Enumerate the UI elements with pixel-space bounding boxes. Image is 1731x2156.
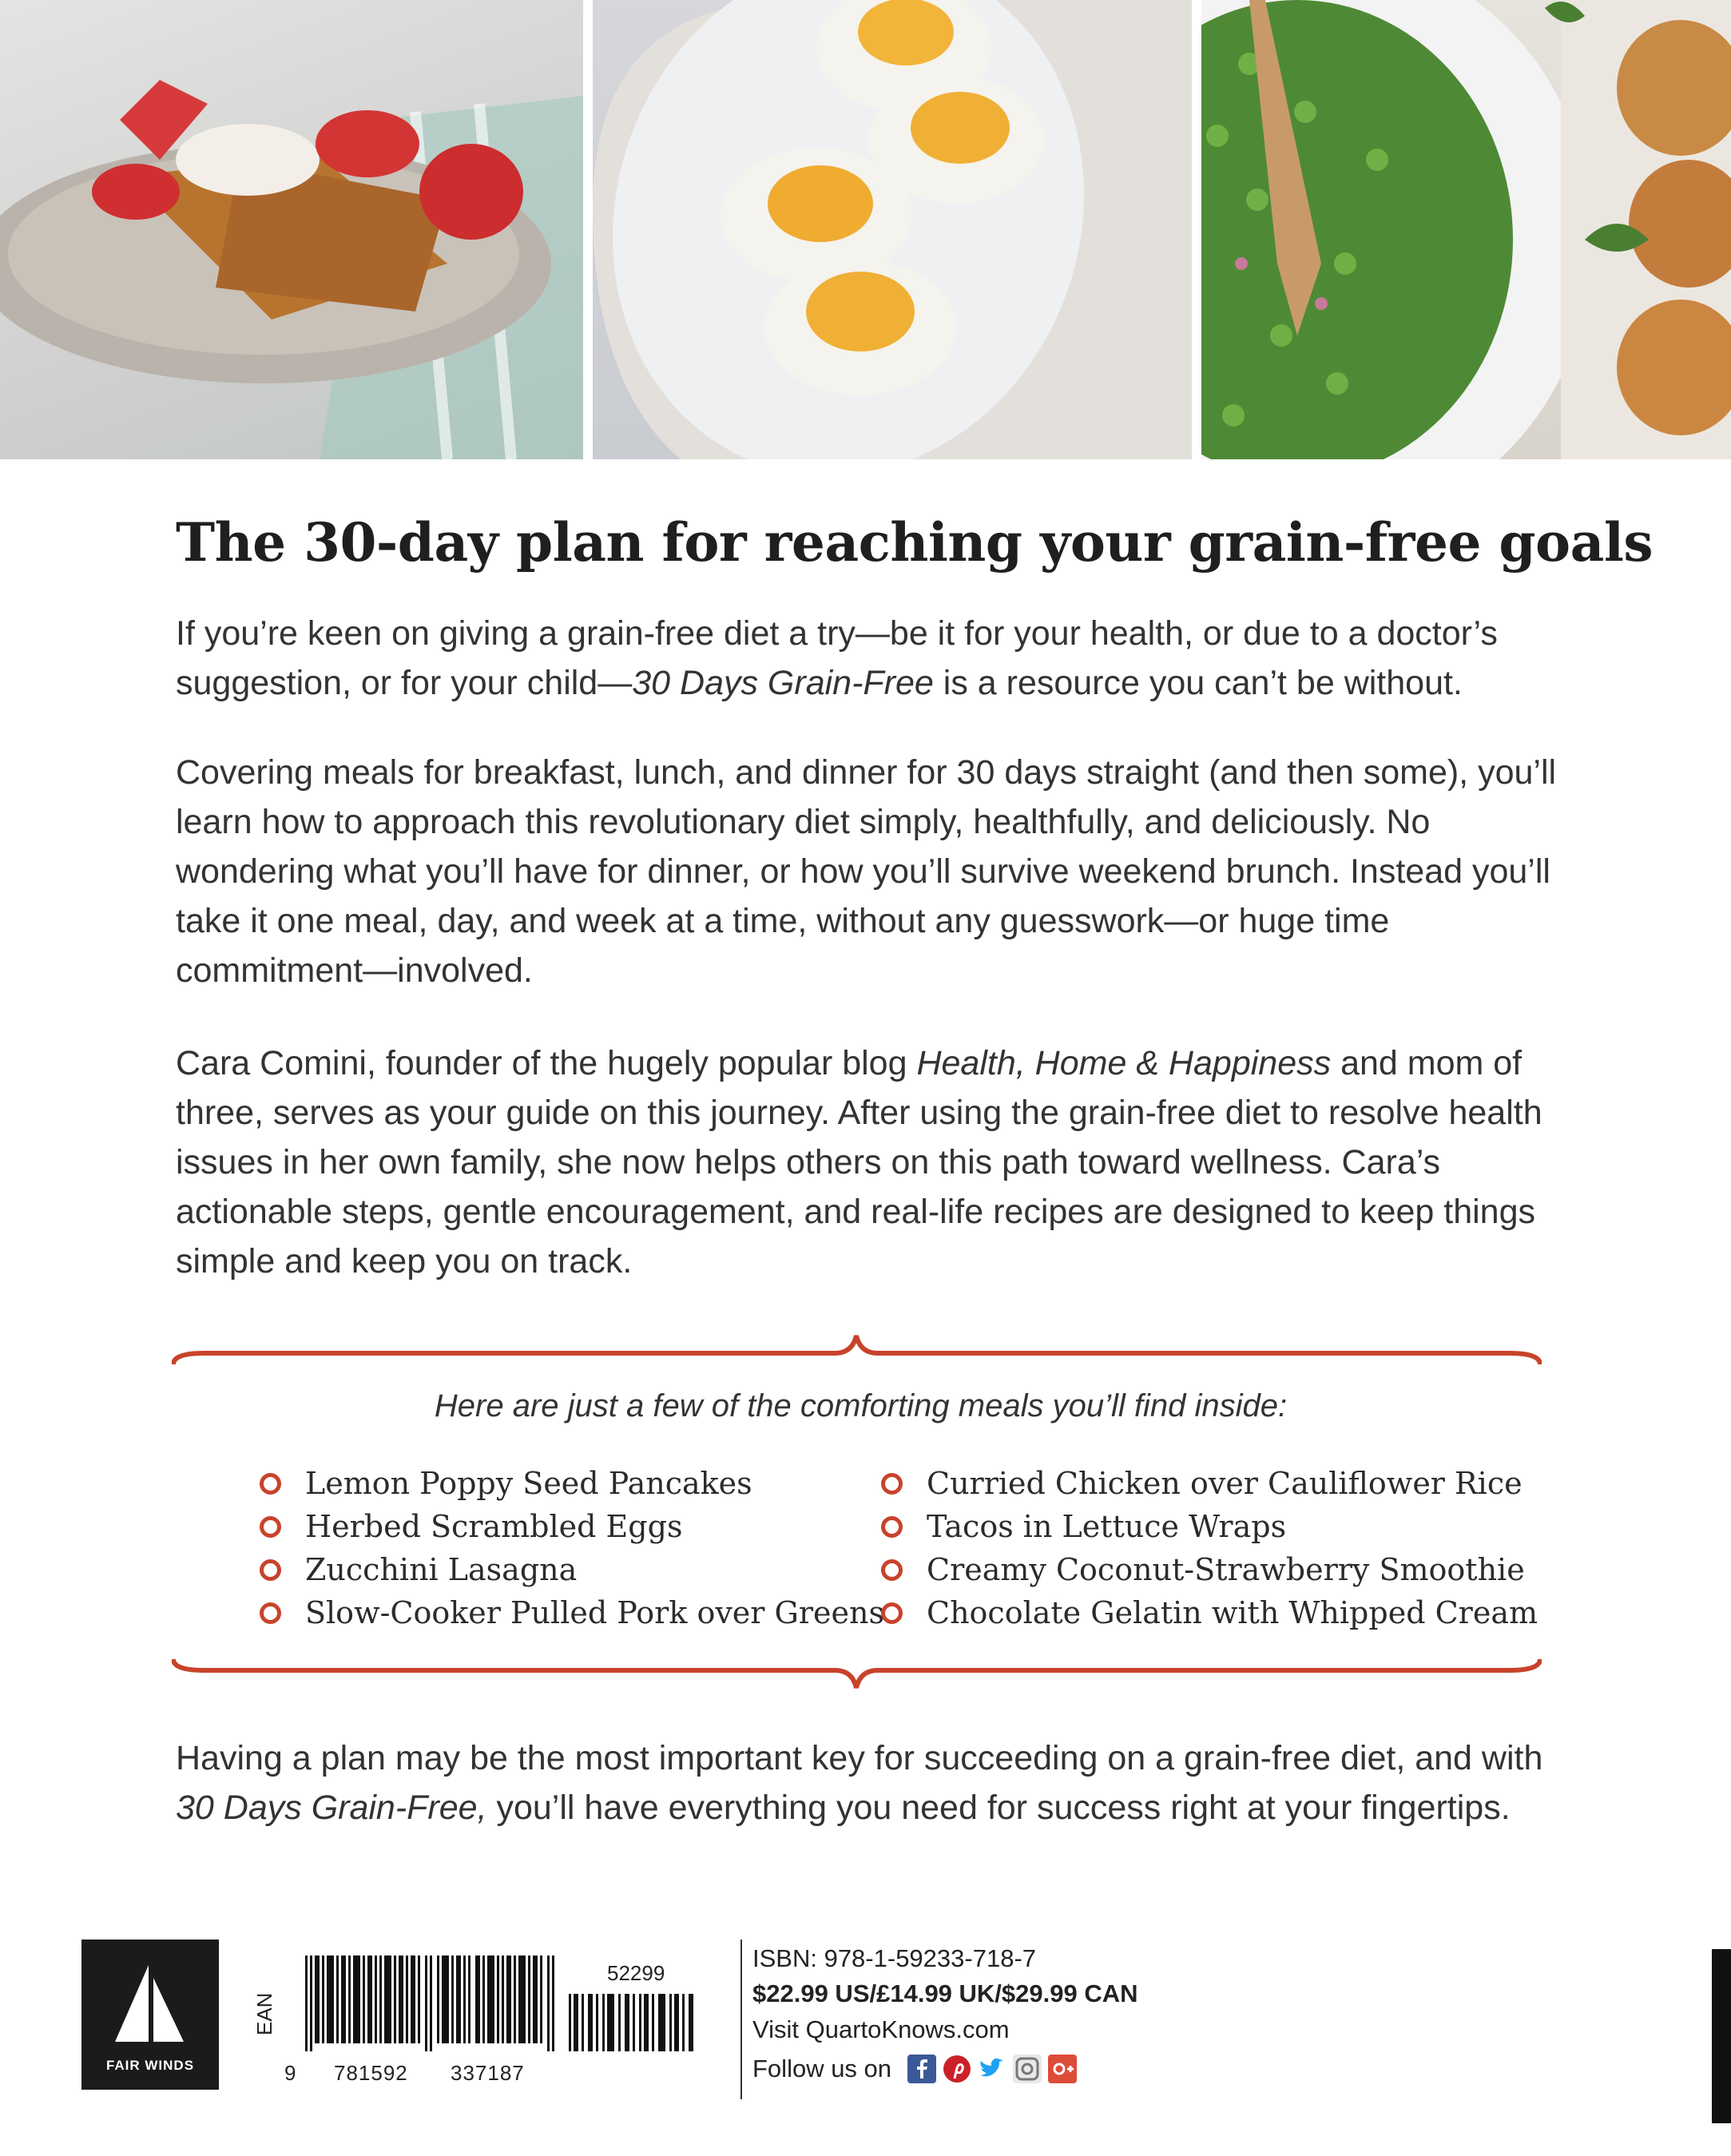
- facebook-icon[interactable]: [907, 2055, 936, 2083]
- circle-bullet-icon: [260, 1559, 281, 1581]
- list-item: Herbed Scrambled Eggs: [260, 1505, 884, 1548]
- headline: The 30-day plan for reaching your grain-free goals: [176, 511, 1654, 574]
- photo-deviled-eggs: [593, 0, 1192, 459]
- google-plus-icon[interactable]: [1048, 2055, 1077, 2083]
- closing-text-part2: you’ll have everything you need for success right at your fingertips.: [486, 1789, 1511, 1827]
- author-text-part1: Cara Comini, founder of the hugely popular blog: [176, 1044, 917, 1082]
- blog-title: Health, Home & Happiness: [916, 1044, 1332, 1082]
- circle-bullet-icon: [260, 1473, 281, 1495]
- photo-pea-salad: [1201, 0, 1731, 459]
- twitter-icon[interactable]: [978, 2055, 1006, 2083]
- closing-text-part1: Having a plan may be the most important key for succeeding on a grain-free diet, and with: [176, 1739, 1543, 1777]
- publisher-logo: [81, 1940, 219, 2090]
- ean-first-digit: 9: [284, 2061, 296, 2085]
- circle-bullet-icon: [260, 1516, 281, 1538]
- circle-bullet-icon: [881, 1559, 903, 1581]
- list-item: Curried Chicken over Cauliflower Rice: [881, 1462, 1538, 1505]
- list-item: Creamy Coconut-Strawberry Smoothie: [881, 1548, 1538, 1591]
- price: $22.99 US/£14.99 UK/$29.99 CAN: [752, 1979, 1138, 2007]
- list-item: Slow-Cooker Pulled Pork over Greens: [260, 1591, 884, 1634]
- list-item: Lemon Poppy Seed Pancakes: [260, 1462, 884, 1505]
- circle-bullet-icon: [881, 1516, 903, 1538]
- divider: [740, 1940, 742, 2099]
- circle-bullet-icon: [260, 1602, 281, 1624]
- instagram-icon[interactable]: [1013, 2055, 1042, 2083]
- ean-digits-left: 781592: [334, 2061, 408, 2085]
- closing-paragraph: [176, 1733, 1582, 1832]
- publisher-name: FAIR WINDS: [105, 2058, 195, 2073]
- list-item: Chocolate Gelatin with Whipped Cream: [881, 1591, 1538, 1634]
- intro-text-part2: is a resource you can’t be without.: [933, 664, 1463, 702]
- circle-bullet-icon: [881, 1473, 903, 1495]
- book-title: 30 Days Grain-Free: [632, 664, 934, 702]
- list-item: Tacos in Lettuce Wraps: [881, 1505, 1538, 1548]
- isbn: ISBN: 978-1-59233-718-7: [752, 1944, 1037, 1972]
- website-link[interactable]: Visit QuartoKnows.com: [752, 2015, 1010, 2043]
- meals-paragraph: Covering meals for breakfast, lunch, and dinner for 30 days straight (and then some), you’ll learn how to approach this revolutionary diet simply, healthfully, and deliciously. No wondering what you’ll have for dinner, or how you’ll survive weekend brunch. Instead you’ll take it one meal, day, and week at a time, without any guesswork—or huge time commitment—involved.: [176, 753, 1557, 990]
- circle-bullet-icon: [881, 1602, 903, 1624]
- book-title: 30 Days Grain-Free,: [176, 1789, 487, 1827]
- intro-text-part1: If you’re keen on giving a grain-free diet a try—be it for your health, or due to a doctor’s suggestion, or for your child—: [176, 614, 1498, 702]
- pinterest-icon[interactable]: [943, 2055, 971, 2083]
- brace-top: [172, 1326, 1542, 1374]
- ean-digits-right: 337187: [451, 2061, 525, 2085]
- addon-digits: 52299: [607, 1961, 665, 1985]
- sail-icon: [110, 1962, 190, 2050]
- intro-paragraph: [176, 609, 1582, 708]
- follow-us: [752, 2055, 1077, 2083]
- author-text-part2: and mom of three, serves as your guide on this journey. After using the grain-free diet to resolve health issues in her own family, she now helps others on this path toward wellness. Cara’s actionable steps, gentle encouragement, and real-life recipes are designed to keep things simple and keep you on track.: [176, 1044, 1542, 1280]
- barcode-addon: [569, 1994, 697, 2051]
- edge-mark: [1712, 1949, 1731, 2123]
- recipe-list-right: [881, 1462, 1538, 1634]
- barcode: [305, 1955, 554, 2051]
- recipe-list-left: [260, 1462, 884, 1634]
- brace-bottom: [172, 1650, 1542, 1697]
- photo-french-toast: [0, 0, 583, 459]
- ean-label: EAN: [252, 1992, 276, 2035]
- list-item: Zucchini Lasagna: [260, 1548, 884, 1591]
- follow-label: Follow us on: [752, 2055, 892, 2083]
- author-paragraph: [176, 1038, 1582, 1286]
- recipes-intro: Here are just a few of the comforting meals you’ll find inside:: [434, 1388, 1288, 1423]
